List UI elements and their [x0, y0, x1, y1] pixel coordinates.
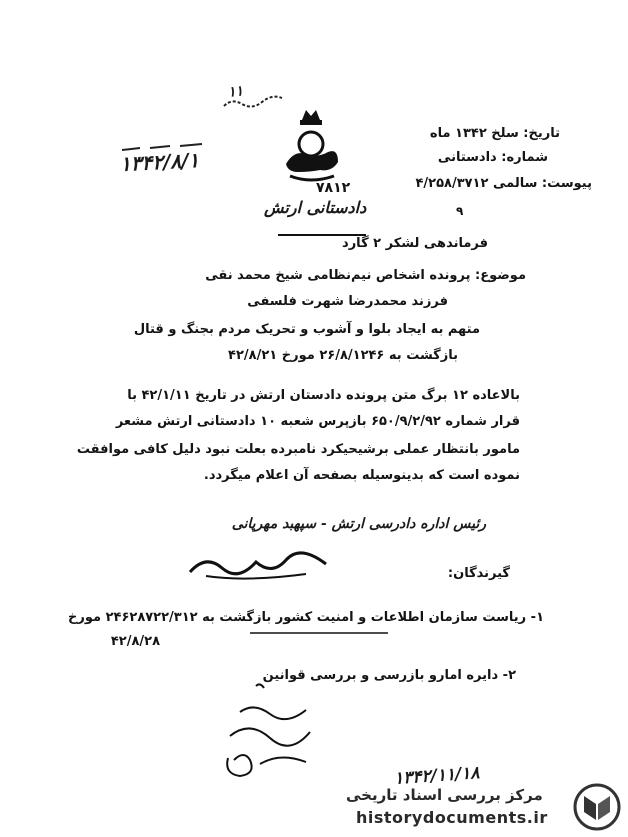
- paragraph-line-1: بالاعاده ۱۲ برگ متن پرونده دادستان ارتش در تاریخ ۴۲/۱/۱۱ با: [127, 388, 520, 403]
- top-left-number: ۱۱: [227, 83, 244, 101]
- left-dashes: [120, 140, 210, 160]
- paragraph-line-2: قرار شماره ۶۵۰/۹/۲/۹۲ بازپرس شعبه ۱۰ دادستانی ارتش مشعر: [115, 414, 520, 429]
- small-mark: ۹: [456, 204, 464, 218]
- header-date-line: تاریخ: سلخ ۱۳۴۲ ماه: [429, 126, 560, 141]
- subject-line-2: فرزند محمدرضا شهرت فلسفی: [247, 294, 448, 309]
- signature-scribble: [186, 546, 336, 586]
- copy-item-1-underline: [250, 630, 390, 636]
- header-attachment-line: پیوست: سالمی ۴/۲۵۸/۳۷۱۲: [415, 176, 592, 191]
- footer-handwritten-date: ۱۳۴۲/۱۱/۱۸: [393, 763, 481, 789]
- coat-of-arms-emblem: [276, 106, 346, 186]
- watermark-website: historydocuments.ir: [356, 808, 548, 827]
- subject-line-3: متهم به ایجاد بلوا و آشوب و تحریک مردم بجنگ و قتال: [133, 322, 480, 337]
- addressee: فرماندهی لشکر ۲ گارد: [342, 236, 488, 251]
- watermark-logo-icon: [572, 782, 622, 832]
- subject-line-1: موضوع: پرونده اشخاص نیم‌نظامی شیخ محمد نقی: [205, 268, 526, 283]
- paragraph-line-3: مامور بانتظار عملی برشیحیکرد نامبرده بعلت نبود دلیل کافی موافقت: [76, 442, 520, 457]
- copies-heading: گیرندگان:: [447, 566, 510, 581]
- watermark-org-name: مرکز بررسی اسناد تاریخی: [346, 786, 543, 804]
- paragraph-line-4: نموده است که بدینوسیله بصفحه آن اعلام میگردد.: [203, 468, 520, 483]
- copy-item-1-date: ۴۲/۸/۲۸: [110, 634, 160, 649]
- bottom-left-handwriting: [210, 680, 330, 790]
- office-title: دادستانی ارتش: [264, 198, 367, 217]
- copy-item-1: ۱- ریاست سازمان اطلاعات و امنیت کشور بازگشت به ۲۴۶۲۸۷۲۲/۳۱۲ مورخ: [68, 610, 544, 625]
- left-handwritten-date: ۱۳۴۲/۸/۱: [119, 147, 200, 177]
- subject-line-4: بازگشت به ۲۶/۸/۱۲۴۶ مورخ ۴۲/۸/۲۱: [228, 348, 458, 363]
- header-number-line: شماره: دادستانی: [437, 150, 548, 165]
- copy-item-2: ۲- دایره امارو بازرسی و بررسی قوانین: [262, 668, 516, 683]
- header-registered-number: ۷۸۱۲: [316, 180, 351, 196]
- signature-title: رئیس اداره دادرسی ارتش - سپهبد مهرپانی: [231, 516, 486, 532]
